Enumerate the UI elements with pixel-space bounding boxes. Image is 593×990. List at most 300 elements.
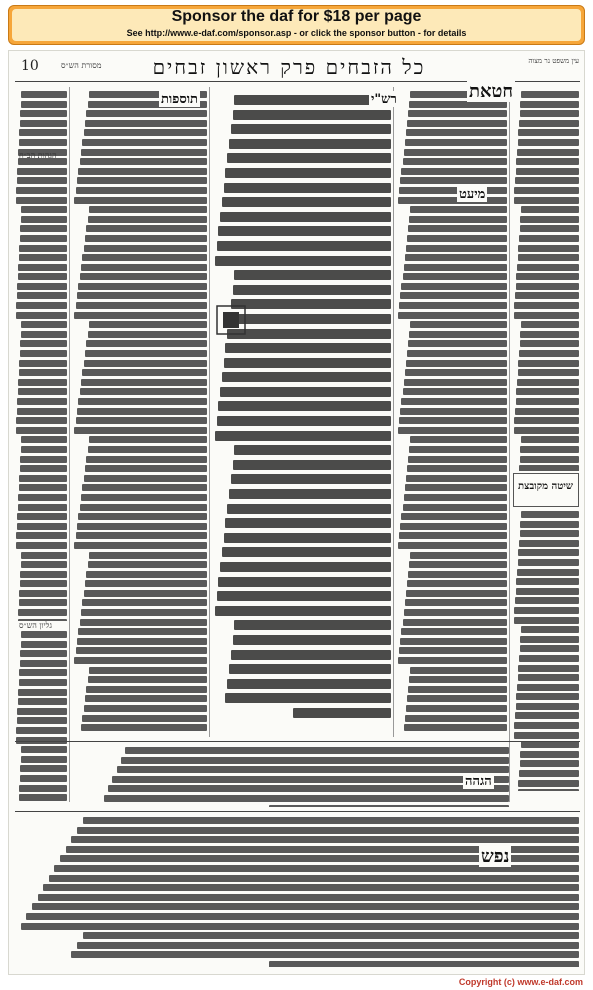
rule-4 bbox=[509, 87, 510, 802]
rule-1 bbox=[69, 87, 70, 802]
text-line bbox=[518, 665, 579, 672]
text-line bbox=[18, 698, 67, 705]
text-line bbox=[89, 206, 207, 213]
text-line bbox=[399, 187, 507, 194]
text-line bbox=[80, 619, 207, 626]
right-margin-header: עין משפט נר מצוה bbox=[528, 57, 579, 65]
text-line bbox=[514, 197, 579, 204]
text-line bbox=[225, 168, 391, 178]
text-line bbox=[401, 398, 507, 405]
text-line bbox=[518, 245, 579, 252]
text-line bbox=[406, 245, 507, 252]
text-line bbox=[17, 523, 67, 530]
text-line bbox=[521, 511, 579, 518]
text-line bbox=[19, 590, 67, 597]
text-line bbox=[400, 523, 507, 530]
text-line bbox=[399, 417, 507, 424]
text-line bbox=[21, 756, 67, 763]
text-line bbox=[89, 321, 207, 328]
text-line bbox=[516, 578, 579, 585]
text-line bbox=[520, 331, 579, 338]
text-line bbox=[516, 703, 579, 710]
rashi-heading: רש"י bbox=[371, 92, 397, 107]
text-line bbox=[16, 727, 67, 734]
text-line bbox=[519, 235, 579, 242]
text-line bbox=[215, 431, 391, 441]
text-line bbox=[80, 504, 207, 511]
text-line bbox=[517, 684, 579, 691]
text-line bbox=[408, 340, 507, 347]
text-line bbox=[77, 638, 207, 645]
text-line bbox=[19, 254, 67, 261]
text-line bbox=[85, 465, 207, 472]
page-number: 10 bbox=[21, 58, 39, 74]
text-line bbox=[19, 484, 67, 491]
text-line bbox=[518, 139, 579, 146]
text-line bbox=[520, 225, 579, 232]
text-line bbox=[81, 379, 207, 386]
text-line bbox=[410, 321, 507, 328]
text-line bbox=[400, 177, 507, 184]
text-line bbox=[269, 805, 509, 807]
text-line bbox=[222, 547, 391, 557]
gemara-column bbox=[213, 95, 391, 735]
text-line bbox=[77, 942, 579, 949]
text-line bbox=[84, 590, 207, 597]
text-line bbox=[84, 705, 207, 712]
text-line bbox=[405, 254, 507, 261]
text-line bbox=[521, 741, 579, 748]
text-line bbox=[19, 785, 67, 792]
text-line bbox=[407, 350, 507, 357]
text-line bbox=[406, 360, 507, 367]
text-line bbox=[20, 235, 67, 242]
footnotes-section bbox=[15, 817, 579, 967]
text-line bbox=[81, 609, 207, 616]
text-line bbox=[86, 571, 207, 578]
text-line bbox=[104, 795, 509, 802]
text-line bbox=[84, 245, 207, 252]
text-line bbox=[399, 532, 507, 539]
text-line bbox=[19, 679, 67, 686]
text-line bbox=[406, 705, 507, 712]
text-line bbox=[18, 264, 67, 271]
text-line bbox=[21, 446, 67, 453]
text-line bbox=[408, 225, 507, 232]
text-line bbox=[233, 635, 391, 645]
text-line bbox=[403, 273, 508, 280]
text-line bbox=[514, 732, 579, 739]
text-line bbox=[515, 408, 579, 415]
text-line bbox=[18, 494, 67, 501]
text-line bbox=[516, 158, 579, 165]
text-line bbox=[17, 292, 67, 299]
text-line bbox=[88, 331, 207, 338]
text-line bbox=[224, 358, 391, 368]
chatas-heading: חטאת bbox=[469, 81, 514, 102]
text-line bbox=[403, 158, 508, 165]
sponsor-banner[interactable] bbox=[8, 5, 585, 45]
text-line bbox=[85, 695, 207, 702]
text-line bbox=[32, 903, 579, 910]
text-line bbox=[19, 369, 67, 376]
text-line bbox=[19, 139, 67, 146]
text-line bbox=[231, 124, 391, 134]
text-line bbox=[84, 360, 207, 367]
tosafos-column bbox=[73, 91, 207, 731]
text-line bbox=[78, 398, 207, 405]
text-line bbox=[74, 542, 207, 549]
text-line bbox=[43, 884, 579, 891]
tosafos-heading: תוספות bbox=[161, 92, 198, 107]
right-margin-column-lower bbox=[513, 511, 579, 791]
text-line bbox=[515, 177, 579, 184]
text-line bbox=[218, 401, 391, 411]
text-line bbox=[26, 913, 579, 920]
text-line bbox=[399, 302, 507, 309]
text-line bbox=[16, 417, 67, 424]
text-line bbox=[81, 264, 207, 271]
text-line bbox=[514, 617, 579, 624]
text-line bbox=[520, 110, 579, 117]
text-line bbox=[401, 283, 507, 290]
text-line bbox=[81, 149, 207, 156]
text-line bbox=[224, 533, 391, 543]
text-line bbox=[86, 456, 207, 463]
text-line bbox=[518, 360, 579, 367]
text-line bbox=[519, 465, 579, 471]
text-line bbox=[518, 254, 579, 261]
text-line bbox=[19, 360, 67, 367]
text-line bbox=[520, 446, 579, 453]
text-line bbox=[17, 177, 67, 184]
text-line bbox=[83, 817, 579, 824]
text-line bbox=[520, 216, 579, 223]
text-line bbox=[225, 343, 391, 353]
text-line bbox=[516, 588, 579, 595]
bottom-section-rule bbox=[15, 741, 580, 742]
text-line bbox=[18, 504, 67, 511]
text-line bbox=[19, 475, 67, 482]
text-line bbox=[404, 264, 507, 271]
text-line bbox=[17, 513, 67, 520]
text-line bbox=[85, 580, 207, 587]
text-line bbox=[21, 321, 67, 328]
text-line bbox=[21, 436, 67, 443]
text-line bbox=[217, 241, 391, 251]
sponsor-subtitle[interactable]: See http://www.e-daf.com/sponsor.asp - or click the sponsor button - for details bbox=[126, 28, 467, 38]
text-line bbox=[521, 91, 579, 98]
text-line bbox=[269, 961, 579, 967]
text-line bbox=[407, 465, 507, 472]
text-line bbox=[86, 340, 207, 347]
text-line bbox=[89, 667, 207, 674]
text-line bbox=[403, 619, 508, 626]
text-line bbox=[19, 245, 67, 252]
text-line bbox=[409, 446, 507, 453]
text-line bbox=[405, 484, 507, 491]
text-line bbox=[84, 129, 207, 136]
text-line bbox=[521, 206, 579, 213]
text-line bbox=[80, 388, 207, 395]
text-line bbox=[18, 388, 67, 395]
text-line bbox=[20, 580, 67, 587]
text-line bbox=[108, 785, 509, 792]
text-line bbox=[518, 789, 579, 791]
text-line bbox=[404, 379, 507, 386]
text-line bbox=[521, 436, 579, 443]
text-line bbox=[408, 110, 507, 117]
text-line bbox=[86, 225, 207, 232]
page-title: כל הזבחים פרק ראשון זבחים bbox=[152, 55, 426, 79]
text-line bbox=[21, 91, 67, 98]
text-line bbox=[404, 149, 507, 156]
text-line bbox=[82, 139, 207, 146]
text-line bbox=[233, 285, 391, 295]
text-line bbox=[231, 474, 391, 484]
text-line bbox=[401, 628, 507, 635]
text-line bbox=[21, 552, 67, 559]
text-line bbox=[21, 331, 67, 338]
text-line bbox=[398, 542, 507, 549]
text-line bbox=[399, 647, 507, 654]
text-line bbox=[407, 120, 507, 127]
text-line bbox=[403, 504, 508, 511]
text-line bbox=[229, 664, 391, 674]
text-line bbox=[517, 569, 579, 576]
text-line bbox=[229, 139, 391, 149]
text-line bbox=[403, 388, 508, 395]
text-line bbox=[217, 591, 391, 601]
text-line bbox=[83, 932, 579, 939]
text-line bbox=[19, 794, 67, 801]
text-line bbox=[74, 427, 207, 434]
text-line bbox=[76, 302, 207, 309]
haga-heading: הגהה bbox=[465, 774, 492, 789]
sponsor-title[interactable]: Sponsor the daf for $18 per page bbox=[171, 8, 422, 25]
text-line bbox=[76, 647, 207, 654]
text-line bbox=[518, 549, 579, 556]
talmud-page bbox=[8, 50, 585, 975]
text-line bbox=[17, 168, 67, 175]
text-line bbox=[518, 674, 579, 681]
text-line bbox=[400, 638, 507, 645]
ornament-icon bbox=[214, 303, 248, 337]
text-line bbox=[407, 695, 507, 702]
text-line bbox=[21, 641, 67, 648]
text-line bbox=[82, 254, 207, 261]
text-line bbox=[405, 369, 507, 376]
text-line bbox=[220, 387, 391, 397]
text-line bbox=[405, 715, 507, 722]
text-line bbox=[74, 312, 207, 319]
copyright-link[interactable]: Copyright (c) www.e-daf.com bbox=[458, 977, 583, 987]
text-line bbox=[224, 183, 391, 193]
shita-heading: שיטה מקובצת bbox=[518, 481, 573, 492]
text-line bbox=[17, 408, 67, 415]
text-line bbox=[19, 129, 67, 136]
text-line bbox=[514, 417, 579, 424]
text-line bbox=[220, 212, 391, 222]
text-line bbox=[520, 751, 579, 758]
text-line bbox=[409, 561, 507, 568]
text-line bbox=[78, 283, 207, 290]
text-line bbox=[215, 606, 391, 616]
text-line bbox=[518, 129, 579, 136]
text-line bbox=[514, 302, 579, 309]
text-line bbox=[20, 775, 67, 782]
text-line bbox=[82, 715, 207, 722]
text-line bbox=[220, 562, 391, 572]
text-line bbox=[398, 312, 507, 319]
text-line bbox=[81, 494, 207, 501]
gilyon-label: גליון הש״ס bbox=[19, 621, 52, 630]
text-line bbox=[404, 609, 507, 616]
text-line bbox=[234, 270, 391, 280]
text-line bbox=[78, 628, 207, 635]
text-line bbox=[225, 518, 391, 528]
text-line bbox=[20, 456, 67, 463]
text-line bbox=[222, 197, 391, 207]
text-line bbox=[520, 521, 579, 528]
text-line bbox=[49, 875, 579, 882]
text-line bbox=[233, 460, 391, 470]
text-line bbox=[518, 559, 579, 566]
text-line bbox=[516, 283, 579, 290]
text-line bbox=[517, 149, 579, 156]
text-line bbox=[520, 636, 579, 643]
text-line bbox=[519, 540, 579, 547]
text-line bbox=[16, 312, 67, 319]
text-line bbox=[217, 416, 391, 426]
rule-3 bbox=[393, 87, 394, 737]
text-line bbox=[20, 225, 67, 232]
text-line bbox=[225, 693, 391, 703]
text-line bbox=[518, 369, 579, 376]
text-line bbox=[518, 780, 579, 787]
rashi-column bbox=[397, 91, 507, 731]
text-line bbox=[21, 561, 67, 568]
text-line bbox=[88, 561, 207, 568]
left-margin-column bbox=[15, 91, 67, 621]
text-line bbox=[516, 273, 579, 280]
text-line bbox=[520, 456, 579, 463]
left-margin-header: מסורת הש״ס bbox=[61, 61, 102, 70]
text-line bbox=[17, 283, 67, 290]
text-line bbox=[16, 532, 67, 539]
text-line bbox=[517, 264, 579, 271]
text-line bbox=[405, 599, 507, 606]
text-line bbox=[125, 747, 509, 754]
text-line bbox=[401, 168, 507, 175]
text-line bbox=[234, 620, 391, 630]
text-line bbox=[406, 590, 507, 597]
text-line bbox=[407, 580, 507, 587]
text-line bbox=[227, 504, 391, 514]
text-line bbox=[18, 273, 67, 280]
text-line bbox=[20, 350, 67, 357]
text-line bbox=[514, 312, 579, 319]
text-line bbox=[20, 650, 67, 657]
text-line bbox=[398, 427, 507, 434]
text-line bbox=[76, 532, 207, 539]
text-line bbox=[514, 427, 579, 434]
text-line bbox=[410, 436, 507, 443]
text-line bbox=[398, 197, 507, 204]
bottom-commentary bbox=[73, 747, 509, 807]
text-line bbox=[18, 609, 67, 616]
text-line bbox=[71, 836, 579, 843]
text-line bbox=[78, 168, 207, 175]
text-line bbox=[19, 669, 67, 676]
text-line bbox=[234, 445, 391, 455]
text-line bbox=[78, 513, 207, 520]
text-line bbox=[20, 465, 67, 472]
text-line bbox=[398, 657, 507, 664]
text-line bbox=[112, 776, 509, 783]
text-line bbox=[407, 235, 507, 242]
text-line bbox=[17, 398, 67, 405]
text-line bbox=[516, 168, 579, 175]
text-line bbox=[519, 655, 579, 662]
text-line bbox=[516, 693, 579, 700]
text-line bbox=[17, 717, 67, 724]
text-line bbox=[82, 484, 207, 491]
text-line bbox=[82, 599, 207, 606]
text-line bbox=[89, 552, 207, 559]
text-line bbox=[516, 388, 579, 395]
text-line bbox=[519, 350, 579, 357]
text-line bbox=[89, 436, 207, 443]
text-line bbox=[410, 552, 507, 559]
text-line bbox=[515, 712, 579, 719]
text-line bbox=[80, 158, 207, 165]
text-line bbox=[85, 120, 207, 127]
text-line bbox=[408, 456, 507, 463]
text-line bbox=[88, 216, 207, 223]
text-line bbox=[215, 256, 391, 266]
text-line bbox=[409, 676, 507, 683]
text-line bbox=[234, 95, 391, 105]
rule-2 bbox=[209, 87, 210, 737]
text-line bbox=[84, 475, 207, 482]
text-line bbox=[514, 187, 579, 194]
text-line bbox=[21, 923, 579, 930]
text-line bbox=[21, 101, 67, 108]
text-line bbox=[521, 626, 579, 633]
text-line bbox=[515, 597, 579, 604]
text-line bbox=[408, 686, 507, 693]
text-line bbox=[121, 757, 509, 764]
text-line bbox=[77, 292, 207, 299]
text-line bbox=[401, 513, 507, 520]
text-line bbox=[117, 766, 509, 773]
text-line bbox=[74, 197, 207, 204]
text-line bbox=[76, 187, 207, 194]
text-line bbox=[86, 686, 207, 693]
text-line bbox=[71, 951, 579, 958]
text-line bbox=[21, 206, 67, 213]
text-line bbox=[410, 206, 507, 213]
text-line bbox=[410, 667, 507, 674]
text-line bbox=[18, 379, 67, 386]
text-line bbox=[229, 489, 391, 499]
text-line bbox=[519, 120, 579, 127]
text-line bbox=[231, 650, 391, 660]
text-line bbox=[19, 599, 67, 606]
text-line bbox=[400, 408, 507, 415]
text-line bbox=[16, 302, 67, 309]
